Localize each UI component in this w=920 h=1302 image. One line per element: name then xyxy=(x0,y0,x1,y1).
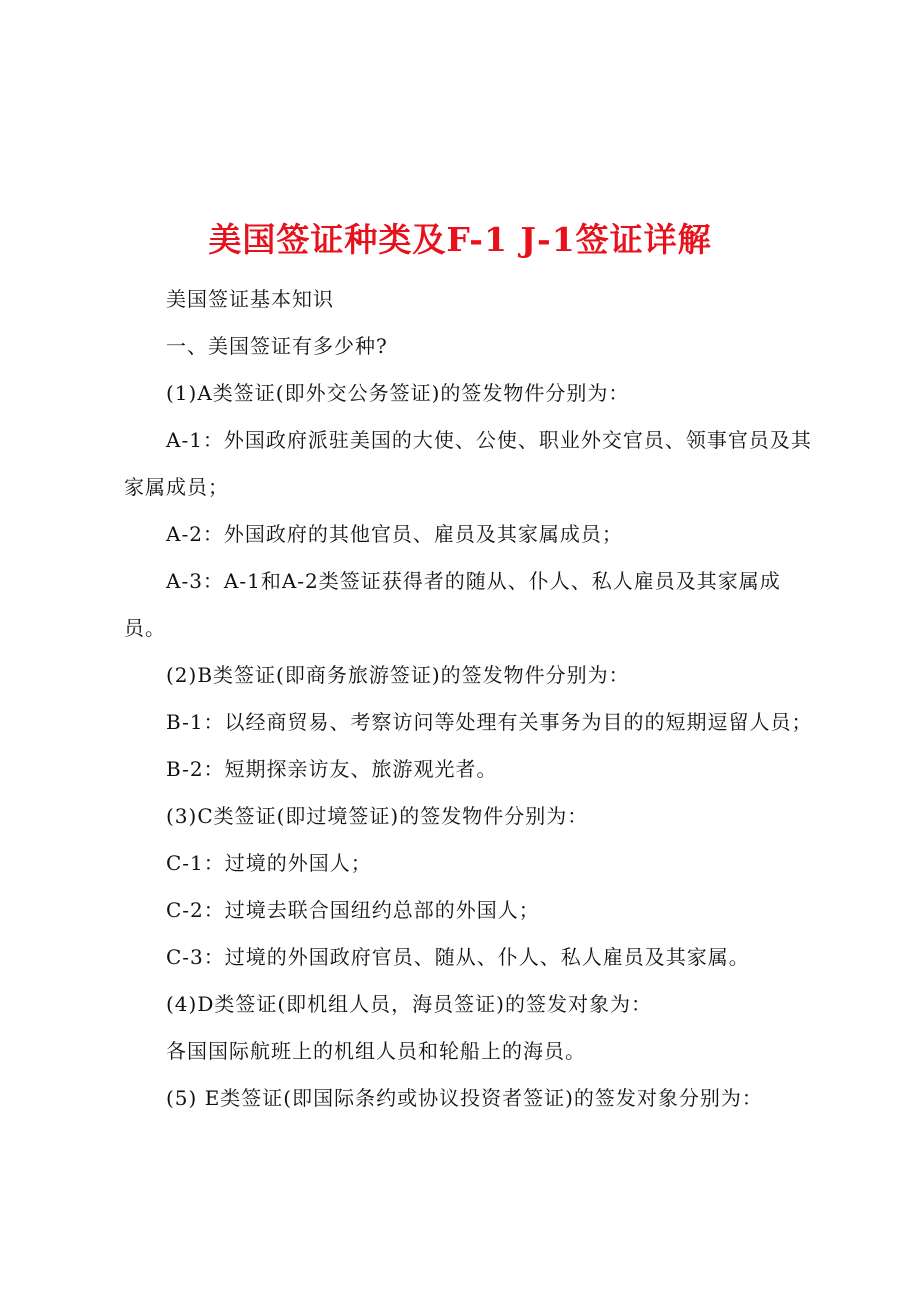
paragraph: 一、美国签证有多少种? xyxy=(166,334,388,358)
paragraph: (2)B类签证(即商务旅游签证)的签发物件分别为： xyxy=(166,663,630,687)
document-body xyxy=(124,276,814,1122)
paragraph: 美国签证基本知识 xyxy=(166,287,334,311)
document-title: 美国签证种类及F-1 J-1签证详解 xyxy=(208,220,712,260)
paragraph: B-1：以经商贸易、考察访问等处理有关事务为目的的短期逗留人员； xyxy=(166,710,813,734)
paragraph: C-3：过境的外国政府官员、随从、仆人、私人雇员及其家属。 xyxy=(166,945,750,969)
paragraph: A-2：外国政府的其他官员、雇员及其家属成员； xyxy=(166,522,623,546)
paragraph: C-1：过境的外国人； xyxy=(166,851,372,875)
paragraph: (4)D类签证(即机组人员，海员签证)的签发对象为： xyxy=(166,992,652,1016)
paragraph: (1)A类签证(即外交公务签证)的签发物件分别为： xyxy=(166,381,630,405)
paragraph: (3)C类签证(即过境签证)的签发物件分别为： xyxy=(166,804,589,828)
paragraph: C-2：过境去联合国纽约总部的外国人； xyxy=(166,898,540,922)
paragraph: A-1：外国政府派驻美国的大使、公使、职业外交官员、领事官员及其家属成员； xyxy=(124,428,812,499)
paragraph: A-3：A-1和A-2类签证获得者的随从、仆人、私人雇员及其家属成员。 xyxy=(124,569,781,640)
paragraph: (5) E类签证(即国际条约或协议投资者签证)的签发对象分别为： xyxy=(166,1086,763,1110)
paragraph: 各国国际航班上的机组人员和轮船上的海员。 xyxy=(166,1039,586,1063)
paragraph: B-2：短期探亲访友、旅游观光者。 xyxy=(166,757,498,781)
